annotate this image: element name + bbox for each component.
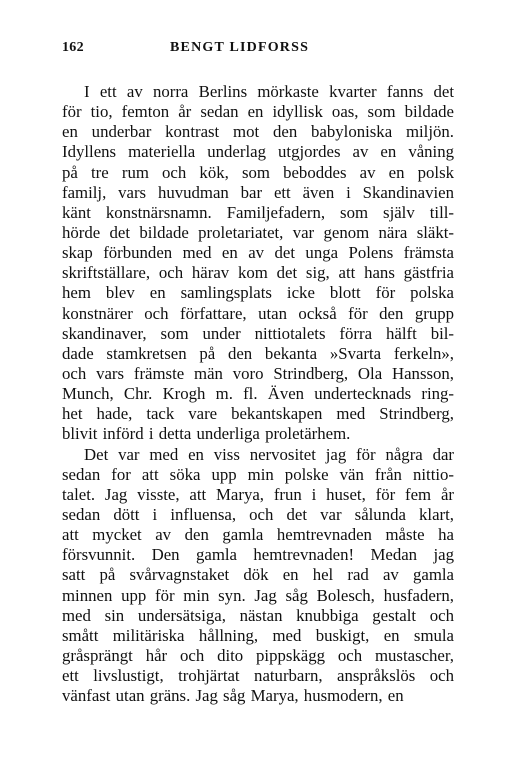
text-line: känt konstnärsnamn. Familjefadern, som själv till- (62, 202, 454, 222)
text-line: en underbar kontrast mot den babyloniska miljön. (62, 122, 454, 142)
text-line: sedan for att söka upp min polske vän från nittio- (62, 464, 454, 484)
text-line: Det var med en viss nervositet jag för några dar (84, 444, 454, 464)
text-line: gråsprängt hår och dito pippskägg och mustascher, (62, 645, 454, 665)
text-line: Munch, Chr. Krogh m. fl. Även undertecknads ring- (62, 384, 454, 404)
text-line: smått militäriska hållning, med buskigt, en smula (62, 625, 454, 645)
text-line: skap förbunden med en av det unga Polens främsta (62, 243, 454, 263)
text-line: hörde det bildade proletariatet, var genom nära släkt- (62, 222, 454, 242)
text-line: dade stamkretsen på den bekanta »Svarta ferkeln», (62, 343, 454, 363)
text-line: blivit införd i detta underliga proletärhem. (62, 424, 351, 444)
text-line: hem blev en samlingsplats icke blott för polska (62, 283, 454, 303)
running-title: BENGT LIDFORSS (170, 40, 310, 55)
text-line: försvunnit. Den gamla hemtrevnaden! Medan jag (62, 545, 454, 565)
text-line: för tio, femton år sedan en idyllisk oas, som bildade (62, 102, 454, 122)
paragraph-2 (62, 445, 454, 707)
text-line: satt på svårvagnstaket dök en hel rad av gamla (62, 565, 454, 585)
text-line: minnen upp för min syn. Jag såg Bolesch, husfadern, (62, 585, 454, 605)
text-line: med sin undersätsiga, nästan knubbiga gestalt och (62, 605, 454, 625)
text-line: sedan dött i influensa, och det var sålunda klart, (62, 504, 454, 524)
text-line: att mycket av den gamla hemtrevnaden måste ha (62, 525, 454, 545)
text-line: I ett av norra Berlins mörkaste kvarter fanns det (84, 82, 454, 101)
text-line: skriftställare, och härav kom det sig, att hans gästfria (62, 263, 454, 283)
text-line: och vars främste män voro Strindberg, Ola Hansson, (62, 363, 454, 383)
text-line: på tre rum och kök, som beboddes av en polsk (62, 162, 454, 182)
text-line: het hade, tack vare bekantskapen med Strindberg, (62, 404, 454, 424)
text-line: skandinaver, som under nittiotalets förra hälft bil- (62, 323, 454, 343)
text-line: talet. Jag visste, att Marya, frun i huset, för fem år (62, 484, 454, 504)
book-page (62, 40, 454, 706)
text-line: ett livslustigt, trohjärtat naturbarn, anspråkslös och (62, 666, 454, 686)
paragraph-1 (62, 82, 454, 445)
text-line: konstnärer och författare, utan också för den grupp (62, 303, 454, 323)
text-line: familj, vars huvudman bar ett även i Skandinavien (62, 182, 454, 202)
body-text (62, 82, 454, 706)
running-head (62, 40, 454, 66)
text-line: Idyllens materiella underlag utgjordes av en våning (62, 142, 454, 162)
page-number: 162 (62, 40, 84, 55)
text-line: vänfast utan gräns. Jag såg Marya, husmodern, en (62, 686, 404, 706)
